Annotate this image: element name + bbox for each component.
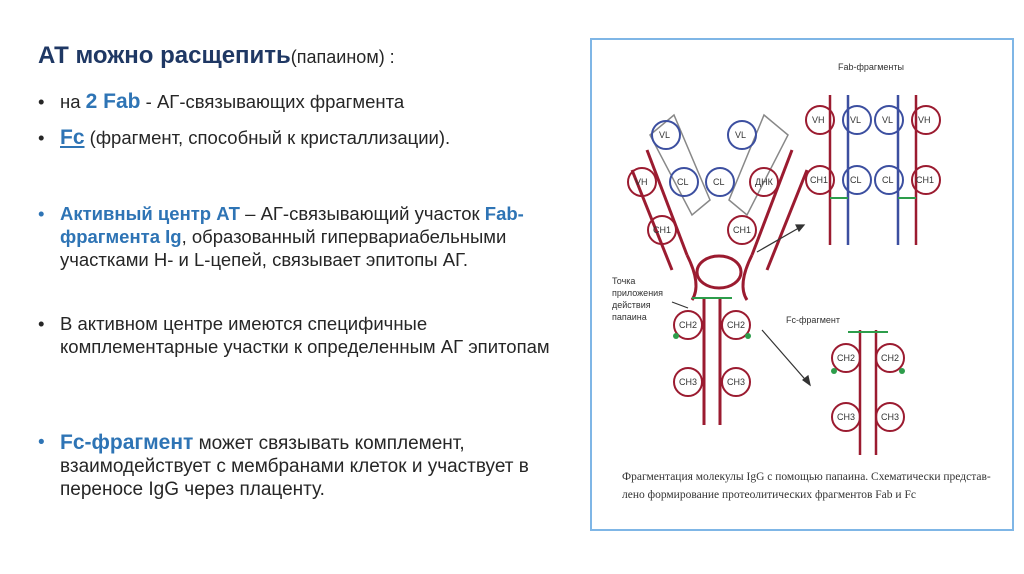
fab-vh-1: VH bbox=[812, 115, 825, 125]
bullet-fab-highlight: 2 Fab bbox=[85, 90, 141, 113]
cleave-label-3: действия bbox=[612, 300, 651, 310]
fab-ch1-1: CH1 bbox=[810, 175, 829, 185]
domain-ch1-right: CH1 bbox=[733, 225, 752, 235]
fab-ch1-2: CH1 bbox=[916, 175, 935, 185]
domain-vl-left: VL bbox=[659, 130, 671, 140]
fc-ch3-right: CH3 bbox=[881, 412, 900, 422]
domain-ch1-left: CH1 bbox=[653, 225, 672, 235]
domain-vh-left: VH bbox=[635, 177, 648, 187]
bullet-fcfrag-post: может связывать комплемент, взаимодействует с мембранами клеток и участвует в переносе IgG через плаценту. bbox=[60, 433, 529, 500]
bullet-active-post: , образованный гипервариабельными участками Н- и L-цепей, связывает эпитопы АГ. bbox=[60, 226, 507, 270]
domain-dnk-right: ДНК bbox=[755, 177, 773, 187]
igg-fragmentation-figure bbox=[590, 38, 1014, 531]
figure-caption: Фрагментация молекулы IgG с помощью папаина. Схематически представ-лено формирование протеолитических фрагментов Fab и Fc bbox=[622, 471, 991, 501]
bullet-fcfrag-highlight: Fc-фрагмент bbox=[60, 431, 194, 454]
bullet-dot: • bbox=[38, 432, 45, 453]
domain-ch2-left: CH2 bbox=[679, 320, 698, 330]
bullet-dot: • bbox=[38, 127, 45, 148]
bullet-dot: • bbox=[38, 313, 45, 334]
bullet-active-highlight1: Активный центр АТ bbox=[60, 203, 240, 224]
fc-label: Fc-фрагмент bbox=[786, 315, 840, 325]
title-main: АТ можно расщепить bbox=[38, 42, 291, 69]
domain-vl-right: VL bbox=[735, 130, 747, 140]
fc-fragment bbox=[831, 330, 905, 455]
domain-cl-right: CL bbox=[713, 177, 725, 187]
domain-ch3-left: CH3 bbox=[679, 377, 698, 387]
bullet-dot: • bbox=[38, 203, 45, 224]
igg-molecule bbox=[628, 115, 807, 425]
domain-ch3-right: CH3 bbox=[727, 377, 746, 387]
fab-vh-2: VH bbox=[918, 115, 931, 125]
bullet-active-mid: – АГ-связывающий участок bbox=[240, 203, 485, 224]
bullet-dot: • bbox=[38, 91, 45, 112]
bullet-fab-pre: на bbox=[60, 91, 86, 112]
cleave-label-4: папаина bbox=[612, 312, 647, 322]
bullet-active-highlight2: Fab-фрагмента Ig bbox=[60, 203, 524, 247]
igg-diagram bbox=[592, 40, 1012, 529]
cleave-label-1: Точка bbox=[612, 276, 636, 286]
cleave-label-2: приложения bbox=[612, 288, 664, 298]
arrows bbox=[672, 225, 810, 385]
fab-vl-2: VL bbox=[882, 115, 894, 125]
fab-cl-1: CL bbox=[850, 175, 862, 185]
domain-ch2-right: CH2 bbox=[727, 320, 746, 330]
fab-vl-1: VL bbox=[850, 115, 862, 125]
fc-ch3-left: CH3 bbox=[837, 412, 856, 422]
bullet-fc-post: (фрагмент, способный к кристаллизации). bbox=[84, 127, 451, 148]
fc-ch2-left: CH2 bbox=[837, 353, 856, 363]
domain-cl-left: CL bbox=[677, 177, 689, 187]
title-paren: (папаином) : bbox=[290, 47, 395, 67]
bullet-fab-post: - АГ-связывающих фрагмента bbox=[140, 91, 405, 112]
fab-cl-2: CL bbox=[882, 175, 894, 185]
slide-title bbox=[38, 42, 395, 70]
fc-ch2-right: CH2 bbox=[881, 353, 900, 363]
bullet-fc-highlight: Fc bbox=[60, 126, 85, 149]
bullet-complementary-text: В активном центре имеются специфичные комплементарные участки к определенным АГ эпитопам bbox=[60, 313, 550, 357]
fab-label: Fab-фрагменты bbox=[838, 62, 904, 72]
